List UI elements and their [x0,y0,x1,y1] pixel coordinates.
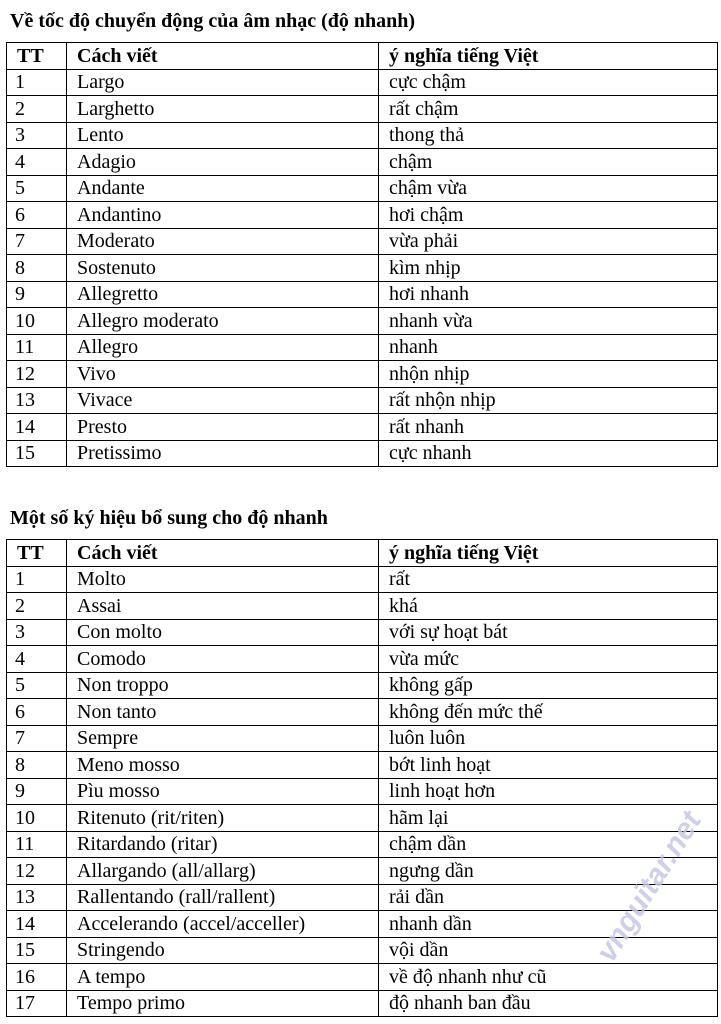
table-row [7,964,718,991]
meaning-cell: chậm dần [379,831,718,858]
table-row [7,831,718,858]
meaning-cell: rất chậm [379,96,718,123]
meaning-cell: nhanh dần [379,911,718,938]
table-row [7,149,718,176]
row-number-cell: 5 [7,672,67,699]
row-number-cell: 7 [7,228,67,255]
notation-cell: Allegro [67,334,379,361]
notation-cell: Rallentando (rall/rallent) [67,884,379,911]
meaning-cell: độ nhanh ban đầu [379,990,718,1017]
tempo-table [6,42,718,467]
table-row [7,672,718,699]
notation-cell: Vivo [67,361,379,388]
row-number-cell: 3 [7,619,67,646]
table-row [7,593,718,620]
row-number-cell: 6 [7,699,67,726]
section-title-supplementary: Một số ký hiệu bổ sung cho độ nhanh [10,507,328,529]
notation-cell: Andantino [67,202,379,229]
notation-cell: Tempo primo [67,990,379,1017]
meaning-cell: ngưng dần [379,858,718,885]
tempo-table-body [7,69,718,467]
row-number-cell: 11 [7,831,67,858]
meaning-cell: về độ nhanh như cũ [379,964,718,991]
meaning-cell: hãm lại [379,805,718,832]
meaning-cell: với sự hoạt bát [379,619,718,646]
table-row [7,202,718,229]
table-row [7,725,718,752]
meaning-cell: kìm nhịp [379,255,718,282]
meaning-cell: vội dần [379,937,718,964]
meaning-cell: cực chậm [379,69,718,96]
table-row [7,281,718,308]
notation-cell: Adagio [67,149,379,176]
row-number-cell: 1 [7,566,67,593]
notation-cell: Allegro moderato [67,308,379,335]
notation-cell: Allegretto [67,281,379,308]
table-row [7,255,718,282]
notation-cell: Larghetto [67,96,379,123]
row-number-cell: 8 [7,752,67,779]
notation-cell: Pìu mosso [67,778,379,805]
table-row [7,778,718,805]
meaning-cell: khá [379,593,718,620]
meaning-cell: thong thả [379,122,718,149]
table-row [7,414,718,441]
column-header-tt: TT [7,43,67,70]
notation-cell: Pretissimo [67,440,379,467]
table-row [7,566,718,593]
notation-cell: Accelerando (accel/acceller) [67,911,379,938]
meaning-cell: rất [379,566,718,593]
meaning-cell: chậm vừa [379,175,718,202]
table-row [7,440,718,467]
notation-cell: Molto [67,566,379,593]
meaning-cell: rất nhộn nhịp [379,387,718,414]
meaning-cell: nhộn nhịp [379,361,718,388]
row-number-cell: 1 [7,69,67,96]
row-number-cell: 10 [7,308,67,335]
column-header-tt: TT [7,540,67,567]
row-number-cell: 13 [7,884,67,911]
row-number-cell: 14 [7,911,67,938]
row-number-cell: 9 [7,281,67,308]
table-row [7,990,718,1017]
row-number-cell: 9 [7,778,67,805]
row-number-cell: 17 [7,990,67,1017]
table-header-row [7,540,718,567]
row-number-cell: 2 [7,593,67,620]
table-row [7,752,718,779]
row-number-cell: 13 [7,387,67,414]
column-header-meaning: ý nghĩa tiếng Việt [379,43,718,70]
notation-cell: Comodo [67,646,379,673]
table-row [7,308,718,335]
row-number-cell: 14 [7,414,67,441]
row-number-cell: 6 [7,202,67,229]
meaning-cell: không gấp [379,672,718,699]
meaning-cell: không đến mức thế [379,699,718,726]
row-number-cell: 16 [7,964,67,991]
meaning-cell: chậm [379,149,718,176]
column-header-notation: Cách viết [67,43,379,70]
table-row [7,96,718,123]
notation-cell: Non tanto [67,699,379,726]
meaning-cell: bớt linh hoạt [379,752,718,779]
notation-cell: Meno mosso [67,752,379,779]
row-number-cell: 5 [7,175,67,202]
notation-cell: Lento [67,122,379,149]
row-number-cell: 2 [7,96,67,123]
meaning-cell: vừa mức [379,646,718,673]
notation-cell: Ritenuto (rit/riten) [67,805,379,832]
row-number-cell: 15 [7,937,67,964]
notation-cell: Largo [67,69,379,96]
table-row [7,805,718,832]
meaning-cell: linh hoạt hơn [379,778,718,805]
row-number-cell: 12 [7,361,67,388]
table-row [7,69,718,96]
table-row [7,387,718,414]
notation-cell: Moderato [67,228,379,255]
notation-cell: Stringendo [67,937,379,964]
meaning-cell: nhanh vừa [379,308,718,335]
meaning-cell: nhanh [379,334,718,361]
table-row [7,228,718,255]
notation-cell: Sempre [67,725,379,752]
row-number-cell: 8 [7,255,67,282]
meaning-cell: hơi chậm [379,202,718,229]
row-number-cell: 10 [7,805,67,832]
notation-cell: Presto [67,414,379,441]
table-row [7,334,718,361]
meaning-cell: luôn luôn [379,725,718,752]
table-row [7,858,718,885]
table-row [7,699,718,726]
table-row [7,175,718,202]
section-title-tempo: Về tốc độ chuyển động của âm nhạc (độ nhanh) [10,10,416,32]
row-number-cell: 12 [7,858,67,885]
meaning-cell: rất nhanh [379,414,718,441]
notation-cell: Vivace [67,387,379,414]
table-row [7,884,718,911]
row-number-cell: 3 [7,122,67,149]
notation-cell: Assai [67,593,379,620]
table-row [7,361,718,388]
table-row [7,646,718,673]
notation-cell: Sostenuto [67,255,379,282]
notation-cell: A tempo [67,964,379,991]
notation-cell: Allargando (all/allarg) [67,858,379,885]
table-row [7,122,718,149]
notation-cell: Andante [67,175,379,202]
row-number-cell: 7 [7,725,67,752]
row-number-cell: 4 [7,149,67,176]
table-row [7,619,718,646]
notation-cell: Non troppo [67,672,379,699]
notation-cell: Ritardando (ritar) [67,831,379,858]
column-header-notation: Cách viết [67,540,379,567]
notation-cell: Con molto [67,619,379,646]
watermark: vnguitar.net [590,805,709,968]
meaning-cell: cực nhanh [379,440,718,467]
meaning-cell: rải dần [379,884,718,911]
column-header-meaning: ý nghĩa tiếng Việt [379,540,718,567]
row-number-cell: 4 [7,646,67,673]
meaning-cell: hơi nhanh [379,281,718,308]
row-number-cell: 15 [7,440,67,467]
meaning-cell: vừa phải [379,228,718,255]
table-header-row [7,43,718,70]
row-number-cell: 11 [7,334,67,361]
